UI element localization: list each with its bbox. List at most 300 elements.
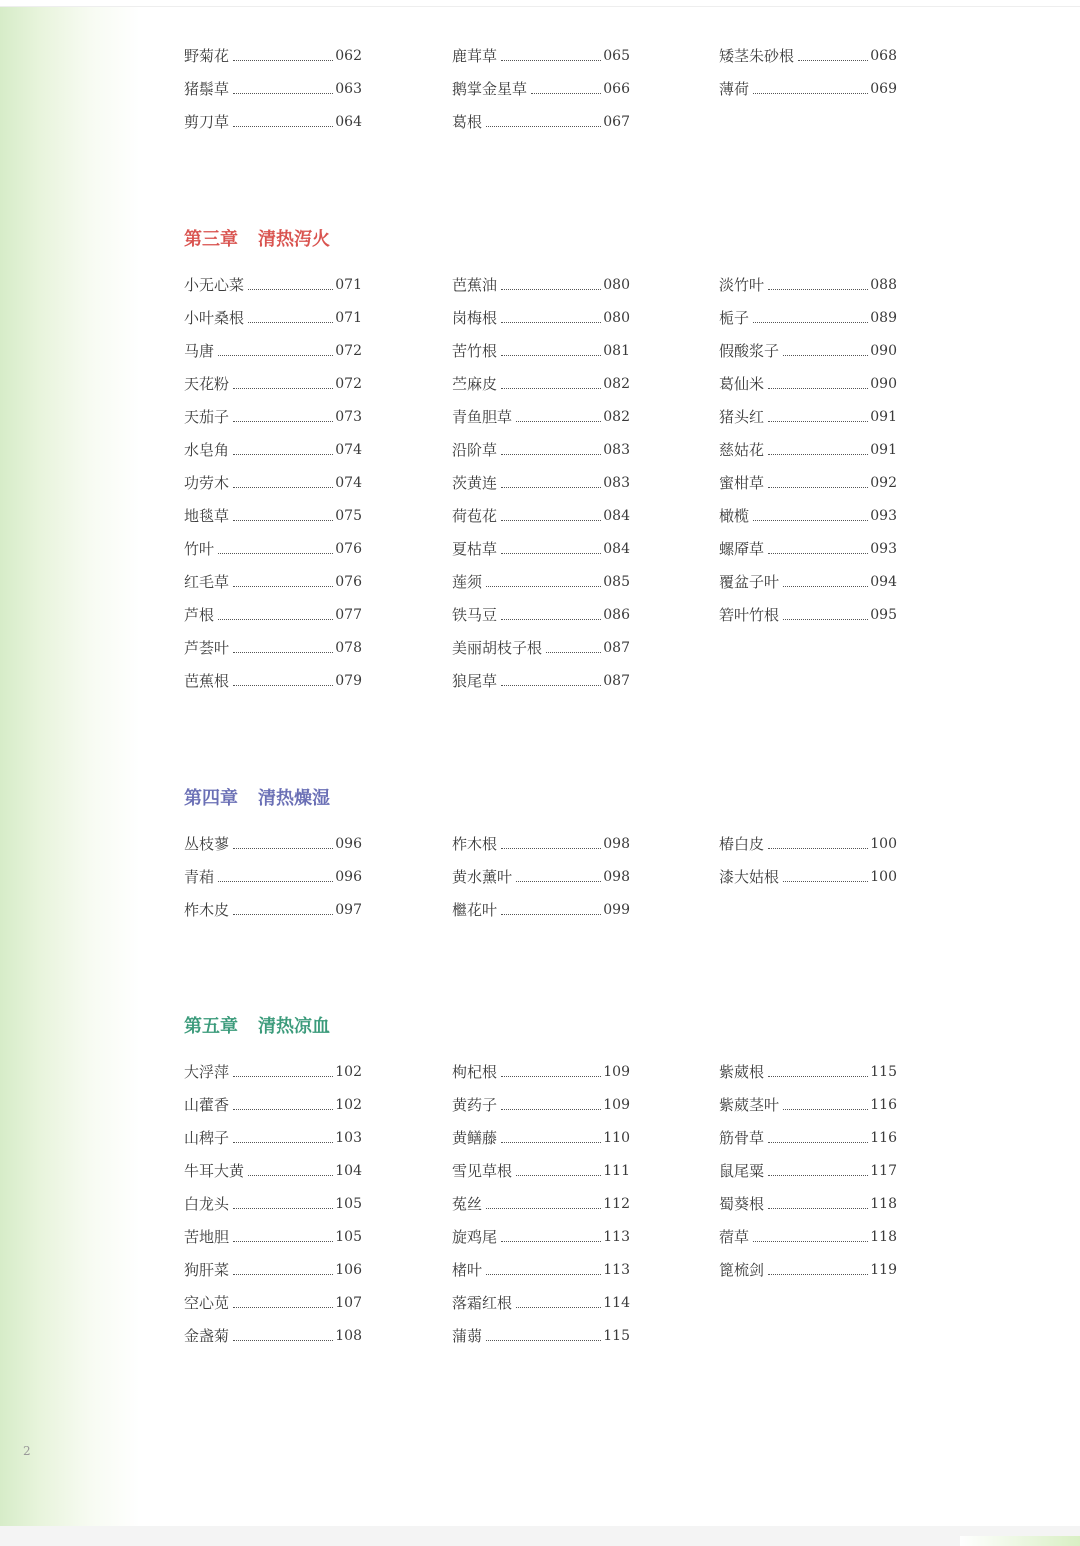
dot-leader xyxy=(233,421,333,422)
chapter-heading xyxy=(184,1012,330,1038)
dot-leader xyxy=(501,1142,601,1143)
entry-page-number: 111 xyxy=(603,1163,630,1179)
entry-page-number: 106 xyxy=(335,1262,362,1278)
dot-leader xyxy=(233,126,333,127)
toc-entry[interactable] xyxy=(719,438,897,460)
entry-name: 小叶桑根 xyxy=(184,309,245,327)
entry-page-number: 100 xyxy=(870,836,897,852)
entry-page-number: 087 xyxy=(603,673,630,689)
entry-page-number: 074 xyxy=(335,475,362,491)
entry-name: 蒲蒻 xyxy=(452,1327,483,1345)
toc-entry[interactable] xyxy=(719,306,897,328)
entry-page-number: 093 xyxy=(870,508,897,524)
toc-entry[interactable] xyxy=(452,306,630,328)
toc-entry[interactable] xyxy=(719,339,897,361)
entry-page-number: 118 xyxy=(870,1229,897,1245)
dot-leader xyxy=(248,1175,333,1176)
toc-entry[interactable] xyxy=(719,504,897,526)
entry-name: 狗肝菜 xyxy=(184,1261,230,1279)
toc-entry[interactable] xyxy=(719,570,897,592)
dot-leader xyxy=(768,454,868,455)
entry-page-number: 095 xyxy=(870,607,897,623)
dot-leader xyxy=(233,685,333,686)
toc-entry[interactable] xyxy=(719,865,897,887)
entry-name: 莲须 xyxy=(452,573,483,591)
entry-name: 蓿草 xyxy=(719,1228,750,1246)
entry-name: 淡竹叶 xyxy=(719,276,765,294)
toc-entry[interactable] xyxy=(184,1192,362,1214)
dot-leader xyxy=(546,652,601,653)
entry-name: 岗梅根 xyxy=(452,309,498,327)
toc-entry[interactable] xyxy=(184,832,362,854)
entry-name: 牛耳大黄 xyxy=(184,1162,245,1180)
entry-name: 椿白皮 xyxy=(719,835,765,853)
entry-name: 覆盆子叶 xyxy=(719,573,780,591)
toc-entry[interactable] xyxy=(719,372,897,394)
entry-name: 螺厣草 xyxy=(719,540,765,558)
toc-entry[interactable] xyxy=(452,570,630,592)
entry-name: 黄鳝藤 xyxy=(452,1129,498,1147)
dot-leader xyxy=(516,421,601,422)
chapter-number: 第三章 xyxy=(184,229,238,250)
dot-leader xyxy=(233,1109,333,1110)
entry-name: 山藿香 xyxy=(184,1096,230,1114)
toc-entry[interactable] xyxy=(452,865,630,887)
entry-page-number: 089 xyxy=(870,310,897,326)
entry-name: 美丽胡枝子根 xyxy=(452,639,543,657)
toc-entry[interactable] xyxy=(719,405,897,427)
toc-entry[interactable] xyxy=(184,1324,362,1346)
toc-entry[interactable] xyxy=(184,372,362,394)
dot-leader xyxy=(233,388,333,389)
entry-page-number: 062 xyxy=(335,48,362,64)
entry-name: 篦梳剑 xyxy=(719,1261,765,1279)
dot-leader xyxy=(248,322,333,323)
entry-name: 小无心菜 xyxy=(184,276,245,294)
toc-entry[interactable] xyxy=(452,471,630,493)
toc-entry[interactable] xyxy=(719,603,897,625)
entry-name: 栀子 xyxy=(719,309,750,327)
chapter-heading xyxy=(184,784,330,810)
entry-name: 夏枯草 xyxy=(452,540,498,558)
dot-leader xyxy=(218,881,333,882)
dot-leader xyxy=(233,1142,333,1143)
entry-page-number: 071 xyxy=(335,310,362,326)
dot-leader xyxy=(501,454,601,455)
entry-name: 剪刀草 xyxy=(184,113,230,131)
toc-entry[interactable] xyxy=(184,603,362,625)
toc-entry[interactable] xyxy=(184,273,362,295)
entry-page-number: 083 xyxy=(603,442,630,458)
entry-page-number: 079 xyxy=(335,673,362,689)
entry-name: 菟丝 xyxy=(452,1195,483,1213)
entry-name: 檵花叶 xyxy=(452,901,498,919)
bottom-strip xyxy=(0,1526,1080,1546)
chapter-title: 清热凉血 xyxy=(258,1016,330,1037)
entry-page-number: 116 xyxy=(870,1130,897,1146)
toc-entry[interactable] xyxy=(452,1324,630,1346)
entry-page-number: 116 xyxy=(870,1097,897,1113)
entry-name: 柞木皮 xyxy=(184,901,230,919)
entry-name: 落霜红根 xyxy=(452,1294,513,1312)
entry-name: 鹿茸草 xyxy=(452,47,498,65)
dot-leader xyxy=(768,553,868,554)
dot-leader xyxy=(233,454,333,455)
toc-entry[interactable] xyxy=(452,405,630,427)
entry-name: 荷苞花 xyxy=(452,507,498,525)
entry-name: 苎麻皮 xyxy=(452,375,498,393)
entry-page-number: 102 xyxy=(335,1064,362,1080)
dot-leader xyxy=(501,685,601,686)
dot-leader xyxy=(233,60,333,61)
entry-name: 苦地胆 xyxy=(184,1228,230,1246)
entry-page-number: 069 xyxy=(870,81,897,97)
entry-page-number: 084 xyxy=(603,508,630,524)
toc-entry[interactable] xyxy=(719,832,897,854)
entry-page-number: 071 xyxy=(335,277,362,293)
entry-page-number: 068 xyxy=(870,48,897,64)
dot-leader xyxy=(753,1241,868,1242)
entry-name: 矮茎朱砂根 xyxy=(719,47,795,65)
entry-page-number: 083 xyxy=(603,475,630,491)
toc-entry[interactable] xyxy=(719,44,897,66)
entry-page-number: 084 xyxy=(603,541,630,557)
chapter-number: 第四章 xyxy=(184,788,238,809)
dot-leader xyxy=(501,520,601,521)
toc-entry[interactable] xyxy=(184,865,362,887)
entry-page-number: 103 xyxy=(335,1130,362,1146)
dot-leader xyxy=(233,1241,333,1242)
dot-leader xyxy=(233,1307,333,1308)
dot-leader xyxy=(486,1340,601,1341)
entry-name: 芦荟叶 xyxy=(184,639,230,657)
dot-leader xyxy=(783,355,868,356)
toc-entry[interactable] xyxy=(184,636,362,658)
toc-entry[interactable] xyxy=(452,832,630,854)
toc-entry[interactable] xyxy=(452,898,630,920)
toc-entry[interactable] xyxy=(184,1258,362,1280)
dot-leader xyxy=(501,355,601,356)
entry-page-number: 085 xyxy=(603,574,630,590)
entry-name: 野菊花 xyxy=(184,47,230,65)
dot-leader xyxy=(501,553,601,554)
entry-page-number: 090 xyxy=(870,343,897,359)
entry-page-number: 108 xyxy=(335,1328,362,1344)
dot-leader xyxy=(486,1208,601,1209)
toc-entry[interactable] xyxy=(719,1093,897,1115)
entry-name: 空心苋 xyxy=(184,1294,230,1312)
toc-entry[interactable] xyxy=(184,570,362,592)
toc-entry[interactable] xyxy=(452,1060,630,1082)
toc-entry[interactable] xyxy=(452,1126,630,1148)
entry-page-number: 091 xyxy=(870,409,897,425)
entry-page-number: 117 xyxy=(870,1163,897,1179)
entry-page-number: 105 xyxy=(335,1196,362,1212)
entry-page-number: 072 xyxy=(335,376,362,392)
dot-leader xyxy=(486,586,601,587)
entry-name: 鼠尾粟 xyxy=(719,1162,765,1180)
entry-name: 芦根 xyxy=(184,606,215,624)
dot-leader xyxy=(486,126,601,127)
entry-name: 箬叶竹根 xyxy=(719,606,780,624)
toc-entry[interactable] xyxy=(184,898,362,920)
entry-page-number: 104 xyxy=(335,1163,362,1179)
entry-page-number: 090 xyxy=(870,376,897,392)
entry-page-number: 073 xyxy=(335,409,362,425)
dot-leader xyxy=(501,322,601,323)
dot-leader xyxy=(516,881,601,882)
dot-leader xyxy=(768,421,868,422)
entry-name: 紫葳根 xyxy=(719,1063,765,1081)
toc-entry[interactable] xyxy=(184,1126,362,1148)
entry-page-number: 097 xyxy=(335,902,362,918)
entry-name: 猪头红 xyxy=(719,408,765,426)
entry-page-number: 074 xyxy=(335,442,362,458)
dot-leader xyxy=(501,619,601,620)
dot-leader xyxy=(768,487,868,488)
toc-entry[interactable] xyxy=(452,438,630,460)
toc-entry[interactable] xyxy=(184,1291,362,1313)
dot-leader xyxy=(501,1076,601,1077)
entry-page-number: 110 xyxy=(603,1130,630,1146)
entry-name: 葛仙米 xyxy=(719,375,765,393)
dot-leader xyxy=(768,1175,868,1176)
toc-entry[interactable] xyxy=(184,1225,362,1247)
entry-name: 马唐 xyxy=(184,342,215,360)
toc-entry[interactable] xyxy=(452,1159,630,1181)
dot-leader xyxy=(516,1307,601,1308)
entry-name: 青鱼胆草 xyxy=(452,408,513,426)
toc-entry[interactable] xyxy=(184,471,362,493)
dot-leader xyxy=(783,586,868,587)
entry-name: 假酸浆子 xyxy=(719,342,780,360)
dot-leader xyxy=(248,289,333,290)
entry-page-number: 115 xyxy=(870,1064,897,1080)
toc-entry[interactable] xyxy=(452,339,630,361)
entry-page-number: 072 xyxy=(335,343,362,359)
entry-page-number: 096 xyxy=(335,869,362,885)
dot-leader xyxy=(501,388,601,389)
dot-leader xyxy=(218,355,333,356)
entry-page-number: 100 xyxy=(870,869,897,885)
entry-name: 慈姑花 xyxy=(719,441,765,459)
toc-entry[interactable] xyxy=(184,1159,362,1181)
toc-entry[interactable] xyxy=(719,77,897,99)
entry-name: 地毯草 xyxy=(184,507,230,525)
toc-entry[interactable] xyxy=(452,669,630,691)
dot-leader xyxy=(783,1109,868,1110)
entry-page-number: 087 xyxy=(603,640,630,656)
toc-entry[interactable] xyxy=(452,273,630,295)
dot-leader xyxy=(768,388,868,389)
toc-entry[interactable] xyxy=(719,1126,897,1148)
entry-page-number: 107 xyxy=(335,1295,362,1311)
entry-page-number: 102 xyxy=(335,1097,362,1113)
dot-leader xyxy=(233,586,333,587)
entry-page-number: 066 xyxy=(603,81,630,97)
entry-name: 大浮萍 xyxy=(184,1063,230,1081)
chapter-title: 清热泻火 xyxy=(258,229,330,250)
entry-name: 山稗子 xyxy=(184,1129,230,1147)
entry-page-number: 109 xyxy=(603,1097,630,1113)
entry-name: 蜀葵根 xyxy=(719,1195,765,1213)
entry-page-number: 113 xyxy=(603,1229,630,1245)
entry-name: 葛根 xyxy=(452,113,483,131)
entry-page-number: 080 xyxy=(603,310,630,326)
toc-entry[interactable] xyxy=(184,405,362,427)
toc-entry[interactable] xyxy=(184,504,362,526)
dot-leader xyxy=(501,848,601,849)
entry-name: 红毛草 xyxy=(184,573,230,591)
entry-name: 旋鸡尾 xyxy=(452,1228,498,1246)
entry-page-number: 075 xyxy=(335,508,362,524)
entry-name: 芭蕉根 xyxy=(184,672,230,690)
chapter-title: 清热燥湿 xyxy=(258,788,330,809)
entry-name: 功劳木 xyxy=(184,474,230,492)
dot-leader xyxy=(233,93,333,94)
dot-leader xyxy=(768,848,868,849)
toc-entry[interactable] xyxy=(184,306,362,328)
toc-entry[interactable] xyxy=(184,44,362,66)
toc-entry[interactable] xyxy=(184,110,362,132)
entry-page-number: 112 xyxy=(603,1196,630,1212)
toc-entry[interactable] xyxy=(452,537,630,559)
entry-name: 黄水薰叶 xyxy=(452,868,513,886)
toc-entry[interactable] xyxy=(452,1192,630,1214)
entry-page-number: 088 xyxy=(870,277,897,293)
toc-entry[interactable] xyxy=(184,339,362,361)
entry-page-number: 119 xyxy=(870,1262,897,1278)
entry-page-number: 082 xyxy=(603,376,630,392)
entry-page-number: 109 xyxy=(603,1064,630,1080)
dot-leader xyxy=(753,93,868,94)
entry-page-number: 113 xyxy=(603,1262,630,1278)
dot-leader xyxy=(486,1274,601,1275)
toc-entry[interactable] xyxy=(452,1258,630,1280)
dot-leader xyxy=(516,1175,601,1176)
bottom-accent xyxy=(960,1536,1080,1546)
toc-entry[interactable] xyxy=(719,537,897,559)
toc-entry[interactable] xyxy=(452,372,630,394)
entry-name: 猪鬃草 xyxy=(184,80,230,98)
entry-name: 橄榄 xyxy=(719,507,750,525)
toc-entry[interactable] xyxy=(452,1093,630,1115)
page-number: 2 xyxy=(23,1444,31,1458)
entry-page-number: 086 xyxy=(603,607,630,623)
dot-leader xyxy=(768,1208,868,1209)
entry-page-number: 067 xyxy=(603,114,630,130)
entry-name: 楮叶 xyxy=(452,1261,483,1279)
entry-name: 蜜柑草 xyxy=(719,474,765,492)
entry-name: 狼尾草 xyxy=(452,672,498,690)
entry-page-number: 105 xyxy=(335,1229,362,1245)
entry-name: 薄荷 xyxy=(719,80,750,98)
toc-entry[interactable] xyxy=(719,1192,897,1214)
dot-leader xyxy=(783,881,868,882)
toc-entry[interactable] xyxy=(184,77,362,99)
entry-page-number: 077 xyxy=(335,607,362,623)
toc-entry[interactable] xyxy=(452,44,630,66)
dot-leader xyxy=(218,553,333,554)
toc-entry[interactable] xyxy=(719,1258,897,1280)
chapter-number: 第五章 xyxy=(184,1016,238,1037)
entry-name: 铁马豆 xyxy=(452,606,498,624)
entry-page-number: 114 xyxy=(603,1295,630,1311)
toc-entry[interactable] xyxy=(719,1159,897,1181)
dot-leader xyxy=(233,848,333,849)
toc-entry[interactable] xyxy=(452,110,630,132)
entry-page-number: 076 xyxy=(335,541,362,557)
entry-page-number: 093 xyxy=(870,541,897,557)
entry-page-number: 080 xyxy=(603,277,630,293)
dot-leader xyxy=(501,1241,601,1242)
dot-leader xyxy=(233,520,333,521)
entry-page-number: 091 xyxy=(870,442,897,458)
entry-page-number: 098 xyxy=(603,869,630,885)
toc-entry[interactable] xyxy=(452,504,630,526)
toc-entry[interactable] xyxy=(452,1291,630,1313)
entry-page-number: 092 xyxy=(870,475,897,491)
toc-entry[interactable] xyxy=(184,1060,362,1082)
entry-name: 白龙头 xyxy=(184,1195,230,1213)
entry-name: 金盏菊 xyxy=(184,1327,230,1345)
entry-page-number: 115 xyxy=(603,1328,630,1344)
entry-name: 丛枝蓼 xyxy=(184,835,230,853)
dot-leader xyxy=(753,322,868,323)
entry-page-number: 064 xyxy=(335,114,362,130)
toc-entry[interactable] xyxy=(719,1060,897,1082)
entry-name: 枸杞根 xyxy=(452,1063,498,1081)
dot-leader xyxy=(233,1076,333,1077)
entry-name: 柞木根 xyxy=(452,835,498,853)
dot-leader xyxy=(233,487,333,488)
toc-entry[interactable] xyxy=(452,77,630,99)
dot-leader xyxy=(501,487,601,488)
dot-leader xyxy=(233,1274,333,1275)
entry-name: 紫葳茎叶 xyxy=(719,1096,780,1114)
toc-entry[interactable] xyxy=(184,1093,362,1115)
toc-entry[interactable] xyxy=(719,1225,897,1247)
toc-entry[interactable] xyxy=(719,273,897,295)
entry-name: 茨黄连 xyxy=(452,474,498,492)
toc-entry[interactable] xyxy=(184,669,362,691)
entry-page-number: 076 xyxy=(335,574,362,590)
dot-leader xyxy=(768,289,868,290)
entry-name: 青葙 xyxy=(184,868,215,886)
entry-name: 沿阶草 xyxy=(452,441,498,459)
entry-name: 苦竹根 xyxy=(452,342,498,360)
entry-page-number: 078 xyxy=(335,640,362,656)
entry-page-number: 082 xyxy=(603,409,630,425)
toc-entry[interactable] xyxy=(452,636,630,658)
entry-page-number: 098 xyxy=(603,836,630,852)
toc-entry[interactable] xyxy=(184,438,362,460)
toc-entry[interactable] xyxy=(184,537,362,559)
entry-name: 鹅掌金星草 xyxy=(452,80,528,98)
entry-name: 天茄子 xyxy=(184,408,230,426)
toc-entry[interactable] xyxy=(719,471,897,493)
toc-entry[interactable] xyxy=(452,1225,630,1247)
dot-leader xyxy=(233,652,333,653)
entry-page-number: 081 xyxy=(603,343,630,359)
toc-entry[interactable] xyxy=(452,603,630,625)
entry-page-number: 065 xyxy=(603,48,630,64)
dot-leader xyxy=(233,1340,333,1341)
dot-leader xyxy=(501,1109,601,1110)
dot-leader xyxy=(783,619,868,620)
entry-page-number: 094 xyxy=(870,574,897,590)
entry-page-number: 063 xyxy=(335,81,362,97)
